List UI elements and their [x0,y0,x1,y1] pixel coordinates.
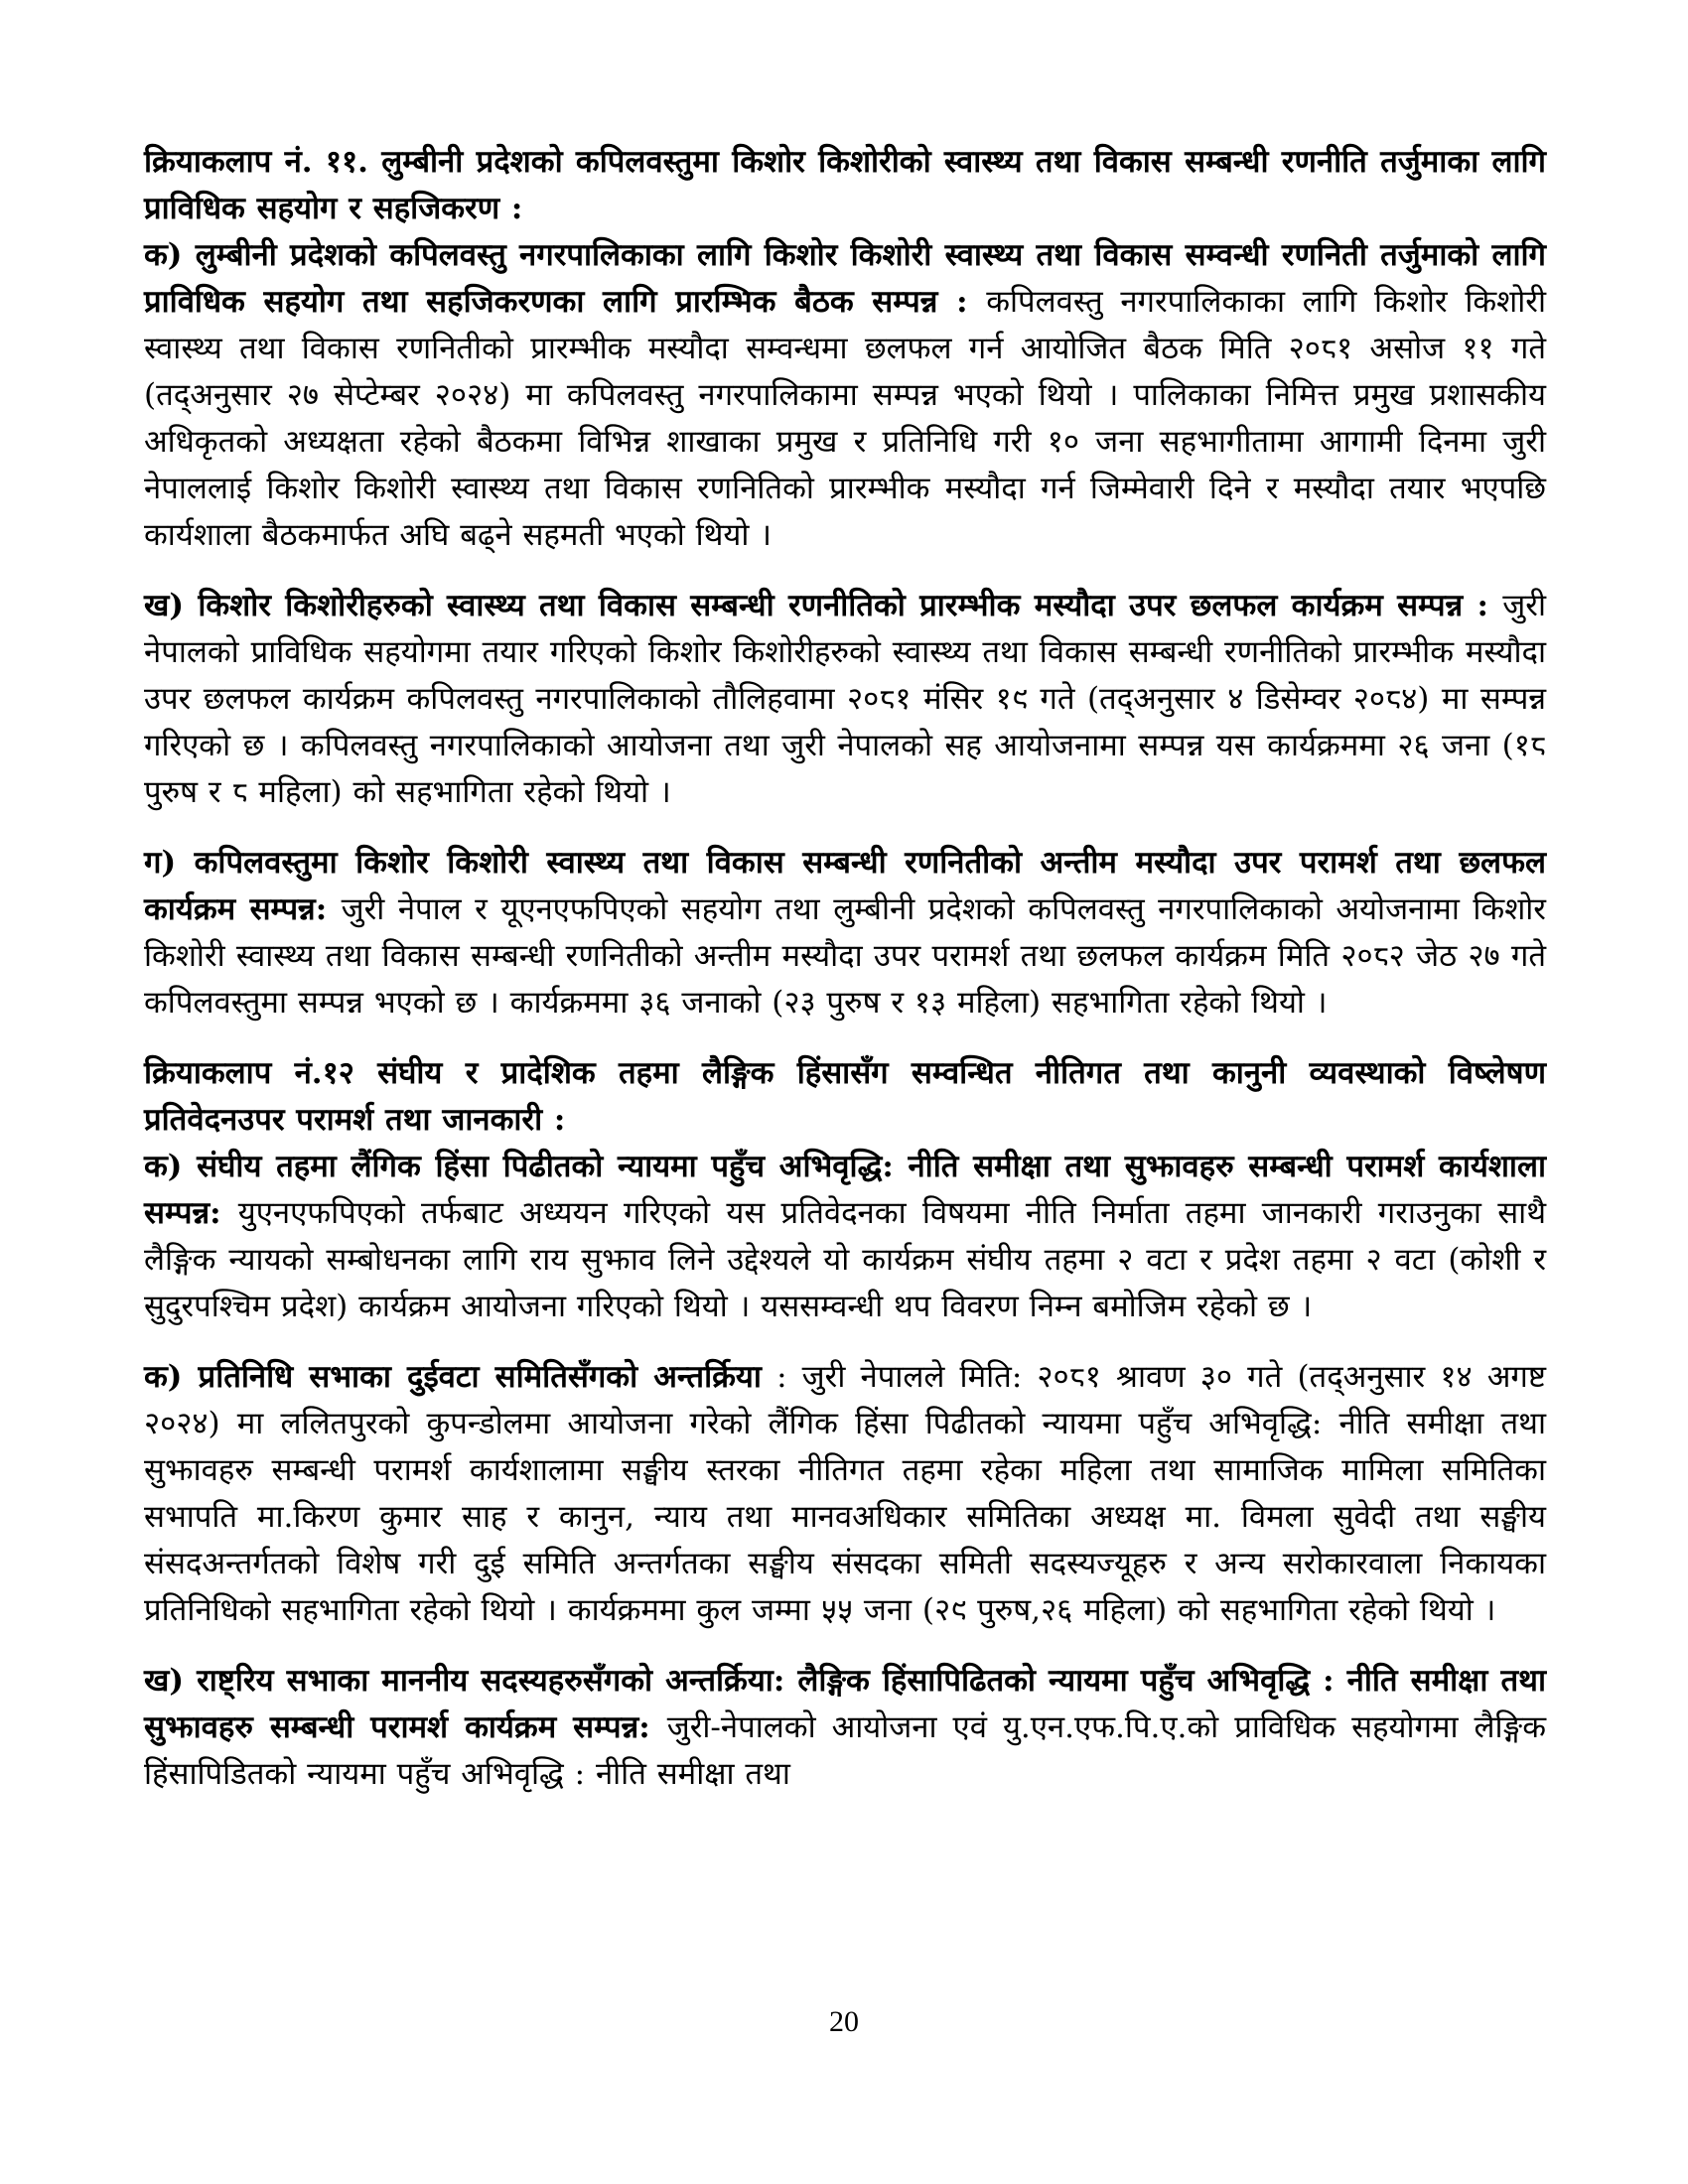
paragraph-body: जुरी नेपाल र यूएनएफपिएको सहयोग तथा लुम्बीनी प्रदेशको कपिलवस्तु नगरपालिकाको अयोजनामा किशोर किशोरी स्वास्थ्य तथा विकास सम्बन्धी रणनितीको अन्तीम मस्यौदा उपर परामर्श तथा छलफल कार्यक्रम मिति २०८२ जेठ २७ गते कपिलवस्तुमा सम्पन्न भएको छ । कार्यक्रममा ३६ जनाको (२३ पुरुष र १३ महिला) सहभागिता रहेको थियो । [144,891,1546,1021]
paragraph-lead: क) संघीय तहमा लैंगिक हिंसा पिढीतको न्यायमा पहुँच अभिवृद्धि: नीति समीक्षा तथा सुझावहरु सम्बन्धी परामर्श कार्यशाला सम्पन्न: [144,1149,1546,1231]
paragraph-lead: ख) किशोर किशोरीहरुको स्वास्थ्य तथा विकास सम्बन्धी रणनीतिको प्रारम्भीक मस्यौदा उपर छलफल कार्यक्रम सम्पन्न : [144,588,1503,623]
paragraph-lead: क) लुम्बीनी प्रदेशको कपिलवस्तु नगरपालिकाका लागि किशोर किशोरी स्वास्थ्य तथा विकास सम्वन्धी रणनिती तर्जुमाको लागि प्राविधिक सहयोग तथा सहजिकरणका लागि प्रारम्भिक बैठक सम्पन्न : [144,237,1546,320]
paragraph-lead: ख) राष्ट्रिय सभाका माननीय सदस्यहरुसँगको अन्तर्क्रिया: लैङ्गिक हिंसापिढितको न्यायमा पहुँच अभिवृद्धि : नीति समीक्षा तथा सुझावहरु सम्बन्धी परामर्श कार्यक्रम सम्पन्न: [144,1663,1546,1745]
paragraph-body: जुरी नेपालको प्राविधिक सहयोगमा तयार गरिएको किशोर किशोरीहरुको स्वास्थ्य तथा विकास सम्बन्धी रणनीतिको प्रारम्भीक मस्यौदा उपर छलफल कार्यक्रम कपिलवस्तु नगरपालिकाको तौलिहवामा २०८१ मंसिर १९ गते (तद्अनुसार ४ डिसेम्वर २०८४) मा सम्पन्न गरिएको छ । कपिलवस्तु नगरपालिकाको आयोजना तथा जुरी नेपालको सह आयोजनामा सम्पन्न यस कार्यक्रममा २६ जना (१८ पुरुष र ८ महिला) को सहभागिता रहेको थियो । [144,588,1546,810]
paragraph-lead: ग) कपिलवस्तुमा किशोर किशोरी स्वास्थ्य तथा विकास सम्बन्धी रणनितीको अन्तीम मस्यौदा उपर परामर्श तथा छलफल कार्यक्रम सम्पन्न: [144,845,1546,927]
paragraph-ka-preliminary-meeting [144,232,1546,559]
paragraph-ga-final-draft-consultation [144,840,1546,1026]
paragraph-body: : जुरी नेपालले मिति: २०८१ श्रावण ३० गते (तद्अनुसार १४ अगष्ट २०२४) मा ललितपुरको कुपन्डोलमा आयोजना गरेको लैंगिक हिंसा पिढीतको न्यायमा पहुँच अभिवृद्धि: नीति समीक्षा तथा सुझावहरु सम्बन्धी परामर्श कार्यशालामा सङ्घीय स्तरका नीतिगत तहमा रहेका महिला तथा सामाजिक मामिला समितिका सभापति मा.किरण कुमार साह र कानुन, न्याय तथा मानवअधिकार समितिका अध्यक्ष मा. विमला सुवेदी तथा सङ्घीय संसदअन्तर्गतको विशेष गरी दुई समिति अन्तर्गतका सङ्घीय संसदका समिती सदस्यज्यूहरु र अन्य सरोकारवाला निकायका प्रतिनिधिको सहभागिता रहेको थियो । कार्यक्रममा कुल जम्मा ५५ जना (२९ पुरुष,२६ महिला) को सहभागिता रहेको थियो । [144,1359,1546,1628]
paragraph-body: जुरी-नेपालको आयोजना एवं यु.एन.एफ.पि.ए.को प्राविधिक सहयोगमा लैङ्गिक हिंसापिडितको न्यायमा पहुँच अभिवृद्धि : नीति समीक्षा तथा [144,1709,1547,1792]
paragraph-ka-committee-interaction [144,1354,1546,1634]
paragraph-kha-national-assembly [144,1658,1546,1798]
paragraph-lead: क) प्रतिनिधि सभाका दुईवटा समितिसँगको अन्तर्क्रिया [144,1359,762,1395]
activity-12-heading: क्रियाकलाप नं.१२ संघीय र प्रादेशिक तहमा लैङ्गिक हिंसासँग सम्वन्धित नीतिगत तथा कानुनी व्यवस्थाको विष्लेषण प्रतिवेदनउपर परामर्श तथा जानकारी : [144,1055,1546,1138]
paragraph-body: कपिलवस्तु नगरपालिकाका लागि किशोर किशोरी स्वास्थ्य तथा विकास रणनितीको प्रारम्भीक मस्यौदा सम्वन्धमा छलफल गर्न आयोजित बैठक मिति २०८१ असोज ११ गते (तद्अनुसार २७ सेप्टेम्बर २०२४) मा कपिलवस्तु नगरपालिकामा सम्पन्न भएको थियो । पालिकाका निमित्त प्रमुख प्रशासकीय अधिकृतको अध्यक्षता रहेको बैठकमा विभिन्न शाखाका प्रमुख र प्रतिनिधि गरी १० जना सहभागीतामा आगामी दिनमा जुरी नेपाललाई किशोर किशोरी स्वास्थ्य तथा विकास रणनितिको प्रारम्भीक मस्यौदा गर्न जिम्मेवारी दिने र मस्यौदा तयार भएपछि कार्यशाला बैठकमार्फत अघि बढ्ने सहमती भएको थियो । [144,284,1546,553]
page-content [144,139,1546,1822]
page-number: 20 [829,2005,859,2038]
paragraph-body: युएनएफपिएको तर्फबाट अध्ययन गरिएको यस प्रतिवेदनका विषयमा नीति निर्माता तहमा जानकारी गराउनुका साथै लैङ्गिक न्यायको सम्बोधनका लागि राय सुझाव लिने उद्देश्यले यो कार्यक्रम संघीय तहमा २ वटा र प्रदेश तहमा २ वटा (कोशी र सुदुरपश्चिम प्रदेश) कार्यक्रम आयोजना गरिएको थियो । यससम्वन्धी थप विवरण निम्न बमोजिम रहेको छ । [144,1195,1546,1324]
paragraph-kha-draft-discussion [144,583,1546,816]
activity-11-heading: क्रियाकलाप नं. ११. लुम्बीनी प्रदेशको कपिलवस्तुमा किशोर किशोरीको स्वास्थ्य तथा विकास सम्बन्धी रणनीति तर्जुमाका लागि प्राविधिक सहयोग र सहजिकरण : [144,144,1546,226]
paragraph-ka-federal-workshop [144,1144,1546,1330]
